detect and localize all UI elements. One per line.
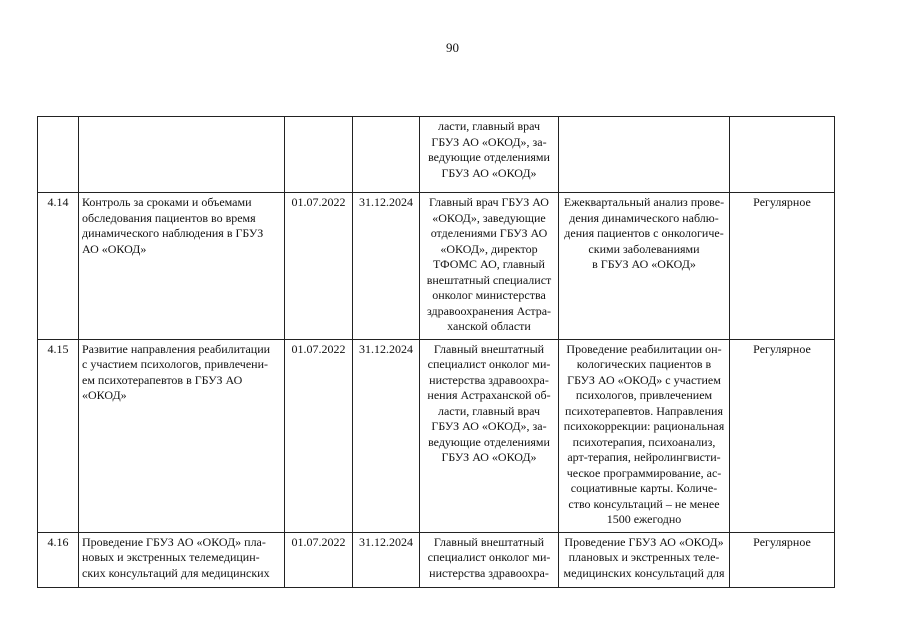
activity-name-cell (79, 532, 285, 587)
expected-result-line: кологических пациентов в (576, 357, 712, 371)
expected-result-line: в ГБУЗ АО «ОКОД» (592, 257, 696, 271)
responsible-persons-line: «ОКОД», заведующие (432, 210, 546, 225)
start-date-cell (285, 532, 353, 587)
end-date-cell (353, 193, 420, 340)
activity-name-cell (79, 193, 285, 340)
item-number: 4.16 (47, 534, 69, 549)
expected-result-line: психотерапевтов. Направления (565, 403, 723, 418)
expected-result-line: арт-терапия, нейролингвисти- (567, 450, 721, 464)
responsible-persons-cell (420, 117, 559, 193)
start-date: 01.07.2022 (291, 534, 346, 549)
responsible-persons-line: здравоохранения Астра- (426, 303, 552, 318)
end-date: 31.12.2024 (359, 534, 413, 549)
responsible-persons-line: отделениями ГБУЗ АО (430, 226, 548, 240)
start-date: 01.07.2022 (291, 195, 346, 209)
expected-result-line: Проведение ГБУЗ АО «ОКОД» (564, 534, 724, 549)
responsible-persons-line: ГБУЗ АО «ОКОД» (441, 450, 537, 464)
responsible-persons-line: ГБУЗ АО «ОКОД», за- (431, 419, 547, 433)
table-row (38, 117, 835, 193)
table-row (38, 532, 835, 587)
activities-table (37, 116, 835, 588)
end-date: 31.12.2024 (359, 195, 413, 209)
item-number: 4.15 (47, 341, 69, 356)
responsible-persons-line: Главный врач ГБУЗ АО (429, 195, 549, 209)
responsible-persons-line: ханской области (447, 319, 531, 333)
end-date: 31.12.2024 (359, 341, 413, 356)
activity-name-line: Развитие направления реабилитации (82, 341, 271, 356)
expected-result-line: дения динамического наблю- (569, 210, 719, 225)
responsible-persons-line: нистерства здравоохра- (429, 565, 549, 580)
start-date-cell (285, 117, 353, 193)
expected-result-line: скими заболеваниями (588, 241, 700, 256)
item-number-cell (38, 339, 79, 532)
item-number-cell (38, 532, 79, 587)
activity-name-line: динамического наблюдения в ГБУЗ (82, 226, 264, 240)
responsible-persons-line: ГБУЗ АО «ОКОД», за- (431, 134, 547, 149)
expected-result-line: социативные карты. Количе- (570, 481, 718, 495)
activity-name-cell (79, 339, 285, 532)
activity-name-line: Контроль за сроками и объемами (82, 195, 252, 209)
activity-name-line: с участием психологов, привлечени- (82, 357, 268, 371)
responsible-persons-line: Главный внештатный (433, 341, 545, 356)
responsible-persons-line: специалист онколог ми- (427, 550, 551, 564)
activity-type: Регулярное (753, 341, 811, 356)
expected-result-line: дения пациентов с онкологиче- (564, 226, 724, 240)
responsible-persons-line: ласти, главный врач (437, 403, 541, 418)
expected-result-cell (559, 193, 730, 340)
responsible-persons-cell (420, 339, 559, 532)
activity-type-cell (730, 532, 835, 587)
expected-result-cell (559, 532, 730, 587)
item-number-cell (38, 193, 79, 340)
expected-result-line: ческое программирование, ас- (566, 465, 722, 480)
activity-name-line: АО «ОКОД» (82, 241, 147, 256)
item-number: 4.14 (47, 195, 69, 209)
responsible-persons-cell (420, 193, 559, 340)
responsible-persons-line: специалист онколог ми- (427, 357, 551, 371)
expected-result-cell (559, 339, 730, 532)
responsible-persons-line: нения Астраханской об- (427, 388, 551, 402)
end-date-cell (353, 117, 420, 193)
table-row (38, 193, 835, 340)
expected-result-line: ГБУЗ АО «ОКОД» с участием (567, 372, 721, 387)
expected-result-line: плановых и экстренных теле- (568, 550, 720, 564)
start-date-cell (285, 339, 353, 532)
expected-result-line: Ежеквартальный анализ прове- (563, 195, 725, 209)
responsible-persons-line: ведующие отделениями (428, 150, 550, 164)
activity-name-cell (79, 117, 285, 193)
activity-type-cell (730, 117, 835, 193)
expected-result-line: психотерапия, психоанализ, (572, 434, 716, 449)
table-row (38, 339, 835, 532)
responsible-persons-line: ГБУЗ АО «ОКОД» (441, 165, 537, 180)
start-date-cell (285, 193, 353, 340)
responsible-persons-line: нистерства здравоохра- (429, 372, 549, 387)
activity-type: Регулярное (753, 534, 811, 549)
responsible-persons-cell (420, 532, 559, 587)
expected-result-line: 1500 ежегодно (606, 512, 682, 526)
activity-name-line: «ОКОД» (82, 388, 127, 402)
activity-type-cell (730, 339, 835, 532)
page-number: 90 (446, 40, 459, 55)
responsible-persons-line: ведующие отделениями (428, 434, 550, 449)
activity-name-line: обследования пациентов во время (82, 210, 256, 225)
activity-name-line: ских консультаций для медицинских (82, 565, 270, 580)
activity-type-cell (730, 193, 835, 340)
responsible-persons-line: ласти, главный врач (437, 119, 541, 133)
responsible-persons-line: ТФОМС АО, главный (433, 257, 545, 271)
end-date-cell (353, 532, 420, 587)
expected-result-line: психокоррекции: рациональная (563, 419, 725, 433)
activity-name-line: Проведение ГБУЗ АО «ОКОД» пла- (82, 534, 266, 549)
expected-result-line: психологов, привлечением (575, 388, 713, 402)
expected-result-line: Проведение реабилитации он- (566, 341, 722, 356)
responsible-persons-line: внештатный специалист (426, 272, 552, 287)
activity-type: Регулярное (753, 195, 811, 209)
expected-result-line: медицинских консультаций для (563, 565, 725, 580)
activity-name-line: ем психотерапевтов в ГБУЗ АО (82, 372, 243, 387)
responsible-persons-line: Главный внештатный (433, 534, 545, 549)
end-date-cell (353, 339, 420, 532)
activity-name-line: новых и экстренных телемедицин- (82, 550, 260, 564)
start-date: 01.07.2022 (291, 341, 346, 356)
expected-result-cell (559, 117, 730, 193)
expected-result-line: ство консультаций – не менее (568, 496, 720, 511)
table-body (38, 117, 835, 588)
responsible-persons-line: «ОКОД», директор (440, 241, 538, 256)
item-number-cell (38, 117, 79, 193)
responsible-persons-line: онколог министерства (432, 288, 546, 302)
